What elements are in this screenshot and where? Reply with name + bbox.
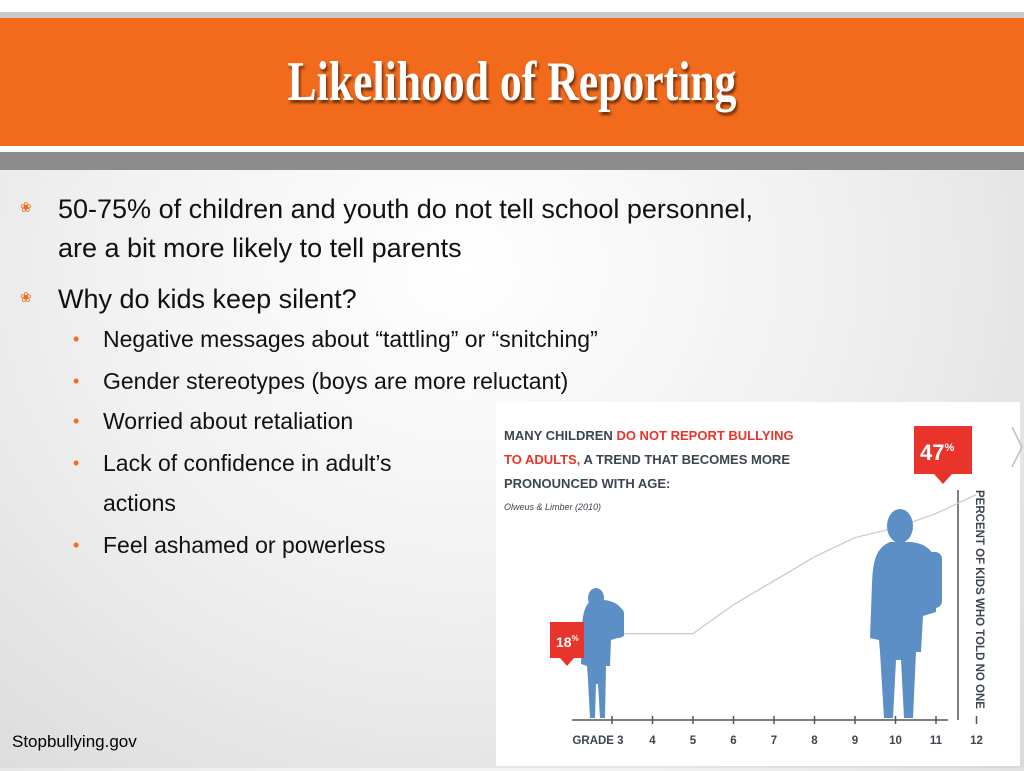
chart-x-tick-label: 11	[929, 735, 943, 747]
chart-panel	[496, 402, 1020, 766]
next-arrow-icon	[1008, 425, 1024, 469]
sub-bullet-4-continued	[103, 490, 176, 517]
callout-18-label: 18%	[556, 634, 579, 650]
top-strip	[0, 0, 1024, 12]
chart-source: Olweus & Limber (2010)	[504, 502, 602, 512]
chart-title-line-1	[504, 428, 794, 443]
chart-x-tick-label: 12	[970, 735, 983, 747]
chart-x-tick-label: 4	[649, 735, 656, 747]
chart-x-tick-label: 7	[770, 735, 778, 747]
chart-title-line-2	[504, 452, 790, 467]
sub-bullet-3	[73, 408, 354, 435]
child-silhouette-icon	[581, 588, 624, 718]
sub-bullet-text: Lack of confidence in adult’s	[103, 450, 392, 476]
chart-x-tick-labels	[572, 735, 982, 747]
sub-bullet-dot: •	[73, 535, 80, 555]
bullet-glyph-icon: ❀	[20, 200, 32, 216]
chart-title-part: DO NOT REPORT BULLYING	[616, 428, 794, 443]
sub-bullet-text: actions	[103, 490, 176, 516]
sub-bullet-dot: •	[73, 371, 80, 391]
chart-x-tick-label: 8	[811, 735, 818, 747]
bullet-1-line-1: 50-75% of children and youth do not tell school personnel,	[58, 194, 753, 224]
title-underline-gray	[0, 152, 1024, 170]
chart-y-label: PERCENT OF KIDS WHO TOLD NO ONE	[973, 490, 985, 709]
sub-bullet-4	[73, 450, 392, 477]
sub-bullet-2	[73, 368, 569, 395]
sub-bullet-text: Feel ashamed or powerless	[103, 532, 386, 558]
chart-x-tick-label: 5	[689, 735, 697, 747]
chart-title-part: TO ADULTS,	[504, 452, 581, 467]
sub-bullet-dot: •	[73, 329, 80, 349]
chart-svg	[496, 402, 1020, 766]
sub-bullet-text: Negative messages about “tattling” or “snitching”	[103, 326, 598, 352]
chart-x-tick-label: 9	[851, 735, 859, 747]
chart-title-part: MANY CHILDREN	[504, 428, 617, 443]
sub-bullet-text: Gender stereotypes (boys are more reluctant)	[103, 368, 569, 394]
chart-title-part: A TREND THAT BECOMES MORE	[580, 452, 790, 467]
sub-bullet-5	[73, 532, 386, 559]
chart-x-tick-label: 10	[889, 735, 902, 747]
sub-bullet-text: Worried about retaliation	[103, 408, 354, 434]
bullet-glyph-icon: ❀	[20, 290, 32, 306]
chart-x-tick-label: GRADE 3	[572, 735, 624, 747]
bullet-2-line-1: Why do kids keep silent?	[58, 284, 357, 314]
sub-bullet-1	[73, 326, 598, 353]
sub-bullet-dot: •	[73, 453, 80, 473]
callout-47-label: 47%	[920, 440, 955, 465]
sub-bullet-dot: •	[73, 411, 80, 431]
bullet-1-line-2: are a bit more likely to tell parents	[58, 233, 462, 263]
chart-title-line-3: PRONOUNCED WITH AGE:	[504, 476, 671, 491]
source-footer: Stopbullying.gov	[12, 732, 137, 751]
teen-silhouette-icon	[870, 509, 942, 718]
chart-x-tick-label: 6	[730, 735, 737, 747]
slide-title: Likelihood of Reporting	[287, 51, 737, 113]
